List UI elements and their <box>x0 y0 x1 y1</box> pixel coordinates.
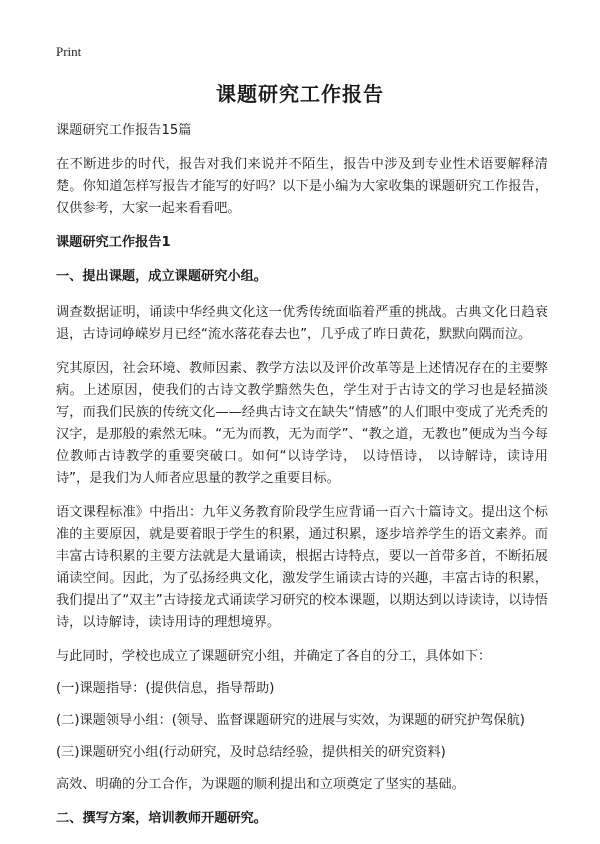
closing-paragraph: 高效、明确的分工合作，为课题的顺利提出和立项奠定了坚实的基础。 <box>56 777 465 792</box>
role-item: (二)课题领导小组：(领导、监督课题研究的进展与实效，为课题的研究护驾保航) <box>56 713 525 728</box>
role-item: (一)课题指导：(提供信息，指导帮助) <box>56 681 275 696</box>
document-subtitle: 课题研究工作报告15篇 <box>56 123 192 138</box>
body-paragraph: 究其原因，社会环境、教师因素、教学方法以及评价改革等是上述情况存在的主要弊病。上述原因，使我们的古诗文教学黯然失色，学生对于古诗文的学习也是轻描淡写，而我们民族的传统文化——经典古诗文在缺失“情感”的人们眼中变成了光秃秃的汉字，是那般的索然无味。“无为而教，无为而学”、“教之道，无教也”便成为当今每位教师古诗教学的重要突破口。如何“以诗学诗， 以诗悟诗， 以诗解诗，读诗用诗”，是我们为人师者应思量的教学之重要目标。 <box>56 361 548 486</box>
body-paragraph: 语文课程标准》中指出：九年义务教育阶段学生应背诵一百六十篇诗文。提出这个标准的主要原因，就是要着眼于学生的积累，通过积累，逐步培养学生的语文素养。而丰富古诗积累的主要方法就是大量诵读，根据古诗特点，要以一首带多首，不断拓展诵读空间。因此，为了弘扬经典文化，激发学生诵读古诗的兴趣，丰富古诗的积累，我们提出了“双主”古诗接龙式诵读学习研究的校本课题，以期达到以诗读诗，以诗悟诗，以诗解诗，读诗用诗的理想境界。 <box>56 505 548 630</box>
document-body <box>56 120 548 844</box>
subsection-heading-2: 二、撰写方案，培训教师开题研究。 <box>56 811 267 826</box>
intro-paragraph: 在不断进步的时代，报告对我们来说并不陌生，报告中涉及到专业性术语要解释清楚。你知道怎样写报告才能写的好吗？以下是小编为大家收集的课题研究工作报告，仅供参考，大家一起来看看吧。 <box>56 157 548 216</box>
body-paragraph: 与此同时，学校也成立了课题研究小组，并确定了各自的分工，具体如下： <box>56 649 492 664</box>
page-title: 课题研究工作报告 <box>216 82 384 106</box>
role-item: (三)课题研究小组(行动研究，及时总结经验，提供相关的研究资料) <box>56 745 446 760</box>
subsection-heading-1: 一、提出课题，成立课题研究小组。 <box>56 269 267 284</box>
body-paragraph: 调查数据证明，诵读中华经典文化这一优秀传统面临着严重的挑战。古典文化日趋衰退，古诗词峥嵘岁月已经“流水落花春去也”，几乎成了昨日黄花，默默向隅而泣。 <box>56 305 548 342</box>
section-heading: 课题研究工作报告1 <box>56 235 171 250</box>
print-link[interactable]: Print <box>56 44 82 59</box>
